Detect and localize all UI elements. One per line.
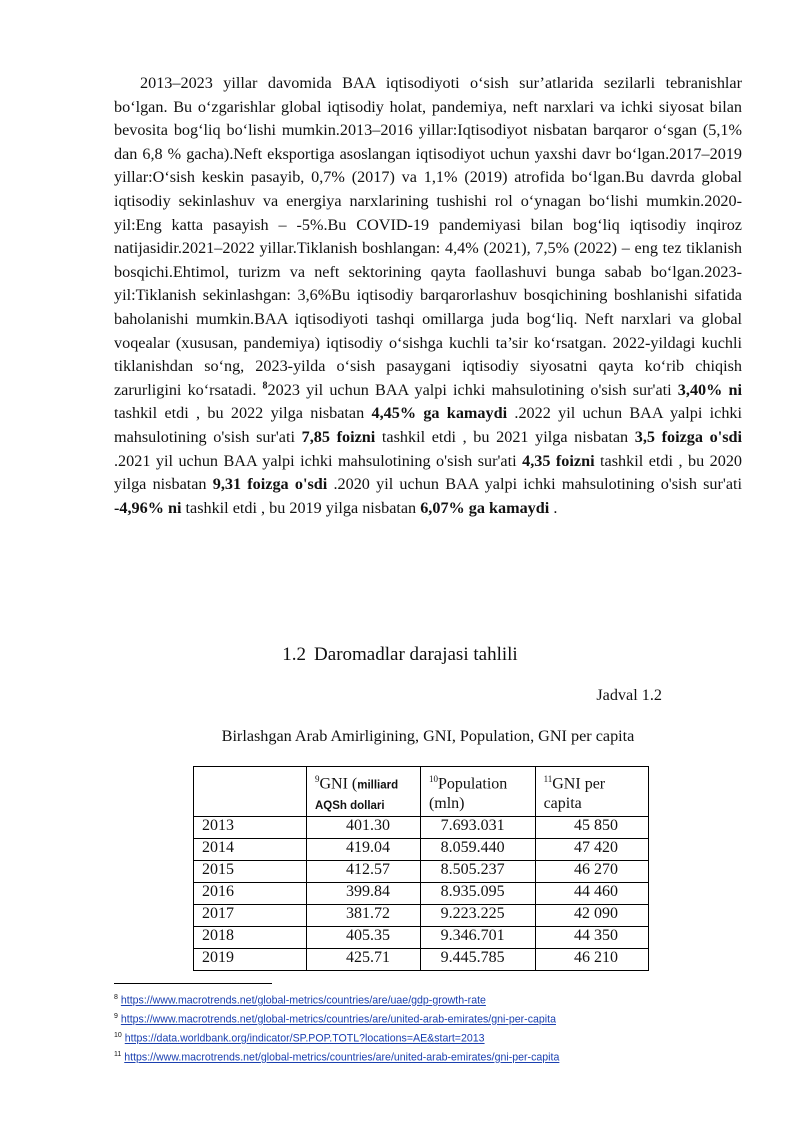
paragraph-text: . (549, 498, 558, 517)
table-header-row (194, 767, 649, 817)
bold-value: 7,85 foizni (301, 427, 376, 446)
header-cell-population (420, 767, 535, 817)
value-cell: 7.693.031 (420, 817, 535, 839)
table-row (194, 861, 649, 883)
paragraph-text: 2013–2023 yillar davomida BAA iqtisodiyoti o‘sish sur’atlarida sezilarli tebranishlar bo‘lgan. Bu o‘zgarishlar global iqtisodiy holat, pandemiya, neft narxlari va ichki siyosat bilan bevosita bog‘liq bo‘lishi mumkin.2013–2016 yillar:Iqtisodiyot nisbatan barqaror o‘sgan (5,1% dan 6,8 % gacha).Neft eksportiga asoslangan iqtisodiyot uchun yaxshi davr bo‘lgan.2017–2019 yillar:O‘sish keskin pasayib, 0,7% (2017) va 1,1% (2019) atrofida bo‘lgan.Bu davrda global iqtisodiy sekinlashuv va energiya narxlarining tushishi rol o‘ynagan bo‘lishi mumkin.2020-yil:Eng katta pasayish – -5%.Bu COVID-19 pandemiyasi bilan bog‘liq iqtisodiy inqiroz natijasidir.2021–2022 yillar.Tiklanish boshlangan: 4,4% (2021), 7,5% (2022) – eng tez tiklanish bosqichi.Ehtimol, turizm va neft sektorining qayta faollashuvi bunga sabab bo‘lgan.2023-yil:Tiklanish sekinlashgan: 3,6%Bu iqtisodiy barqarorlashuv bosqichining boshlanishi sifatida baholanishi mumkin.BAA iqtisodiyoti tashqi omillarga juda bog‘liq. Neft narxlari va global voqealar (xususan, pandemiya) iqtisodiy o‘sishga kuchli ta’sir ko‘rsatgan. 2022-yildagi kuchli tiklanishdan so‘ng, 2023-yilda o‘sish pasaygani iqtisodiy siyosatni qayta ko‘rib chiqish zarurligini ko‘rsatadi. (114, 74, 742, 399)
table-body (194, 817, 649, 971)
table-row (194, 817, 649, 839)
bold-value: 3,5 foizga o'sdi (634, 427, 742, 446)
footnote-link[interactable]: https://www.macrotrends.net/global-metrics/countries/are/united-arab-emirates/gni-per-capita (124, 1051, 560, 1064)
section-heading (0, 644, 800, 666)
value-cell: 45 850 (535, 817, 648, 839)
value-cell: 9.445.785 (420, 949, 535, 971)
footnote-10 (114, 1028, 754, 1047)
header-cell-gni (306, 767, 420, 817)
footnote-ref-9[interactable]: 9 (314, 774, 320, 784)
bold-value: 4,45% ga kamaydi (371, 404, 508, 423)
header-label: Population (mln) (428, 775, 508, 813)
year-cell: 2018 (194, 927, 307, 949)
gni-table (193, 766, 649, 971)
table-row (194, 883, 649, 905)
paragraph-text: .2022 yil uchun BAA yalpi ichki mahsulotining o'sish sur'ati (114, 404, 743, 446)
header-cell-empty (194, 767, 307, 817)
value-cell: 9.346.701 (420, 927, 535, 949)
value-cell: 42 090 (535, 905, 648, 927)
footnote-separator (114, 983, 272, 984)
paragraph-text: 2023 yil uchun BAA yalpi ichki mahsulotining o'sish sur'ati (267, 380, 678, 399)
paragraph-text: .2021 yil uchun BAA yalpi ichki mahsulotining o'sish sur'ati (114, 451, 523, 470)
value-cell: 47 420 (535, 839, 648, 861)
footnote-number: 11 (114, 1051, 122, 1059)
value-cell: 381.72 (306, 905, 420, 927)
footnote-11 (114, 1047, 754, 1066)
footnote-link[interactable]: https://www.macrotrends.net/global-metrics/countries/are/united-arab-emirates/gni-per-capita (120, 1013, 556, 1026)
footnote-link[interactable]: https://data.worldbank.org/indicator/SP.POP.TOTL?locations=AE&start=2013 (124, 1032, 485, 1045)
header-sublabel: milliard AQSh dollari (314, 779, 399, 813)
value-cell: 425.71 (306, 949, 420, 971)
paragraph-text: tashkil etdi , bu 2021 yilga nisbatan (375, 427, 635, 446)
bold-value: 9,31 foizga o'sdi (212, 475, 328, 494)
section-title-text: Daromadlar darajasi tahlili (314, 644, 518, 665)
paragraph-text: tashkil etdi , bu 2019 yilga nisbatan (181, 498, 421, 517)
year-cell: 2019 (194, 949, 307, 971)
year-cell: 2016 (194, 883, 307, 905)
value-cell: 412.57 (306, 861, 420, 883)
value-cell: 8.935.095 (420, 883, 535, 905)
body-paragraph (114, 72, 742, 520)
table-caption: Birlashgan Arab Amirligining, GNI, Population, GNI per capita (221, 727, 635, 745)
year-cell: 2017 (194, 905, 307, 927)
footnote-ref-10[interactable]: 10 (428, 774, 438, 784)
bold-value: 3,40% ni (677, 380, 742, 399)
table-row (194, 905, 649, 927)
value-cell: 9.223.225 (420, 905, 535, 927)
paragraph-text: tashkil etdi , bu 2022 yilga nisbatan (114, 404, 372, 423)
table-row (194, 949, 649, 971)
footnote-number: 8 (114, 994, 118, 1001)
footnotes (114, 990, 754, 1066)
table-row (194, 927, 649, 949)
value-cell: 8.059.440 (420, 839, 535, 861)
footnote-number: 9 (114, 1013, 118, 1021)
table-number-label: Jadval 1.2 (596, 686, 662, 704)
bold-value: 6,07% ga kamaydi (420, 498, 550, 517)
footnote-8 (114, 990, 754, 1009)
bold-value: -4,96% ni (114, 498, 182, 517)
section-number: 1.2 (282, 644, 307, 665)
footnote-9 (114, 1009, 754, 1028)
footnote-link[interactable]: https://www.macrotrends.net/global-metrics/countries/are/uae/gdp-growth-rate (120, 994, 486, 1007)
footnote-number: 10 (114, 1032, 122, 1040)
paragraph-text: tashkil etdi , bu 2020 yilga nisbatan (114, 451, 743, 494)
footnote-ref-11[interactable]: 11 (543, 774, 553, 784)
value-cell: 46 210 (535, 949, 648, 971)
header-label: GNI per capita (543, 775, 606, 813)
value-cell: 44 350 (535, 927, 648, 949)
footnote-ref-8[interactable]: 8 (262, 380, 268, 392)
value-cell: 44 460 (535, 883, 648, 905)
value-cell: 399.84 (306, 883, 420, 905)
value-cell: 8.505.237 (420, 861, 535, 883)
value-cell: 419.04 (306, 839, 420, 861)
table-row (194, 839, 649, 861)
value-cell: 405.35 (306, 927, 420, 949)
paragraph-text: .2020 yil uchun BAA yalpi ichki mahsulotining o'sish sur'ati (327, 475, 743, 494)
value-cell: 46 270 (535, 861, 648, 883)
bold-value: 4,35 foizni (522, 451, 595, 470)
value-cell: 401.30 (306, 817, 420, 839)
header-cell-gni-per-capita (535, 767, 648, 817)
year-cell: 2015 (194, 861, 307, 883)
year-cell: 2013 (194, 817, 307, 839)
header-label: GNI ( (319, 775, 358, 793)
year-cell: 2014 (194, 839, 307, 861)
